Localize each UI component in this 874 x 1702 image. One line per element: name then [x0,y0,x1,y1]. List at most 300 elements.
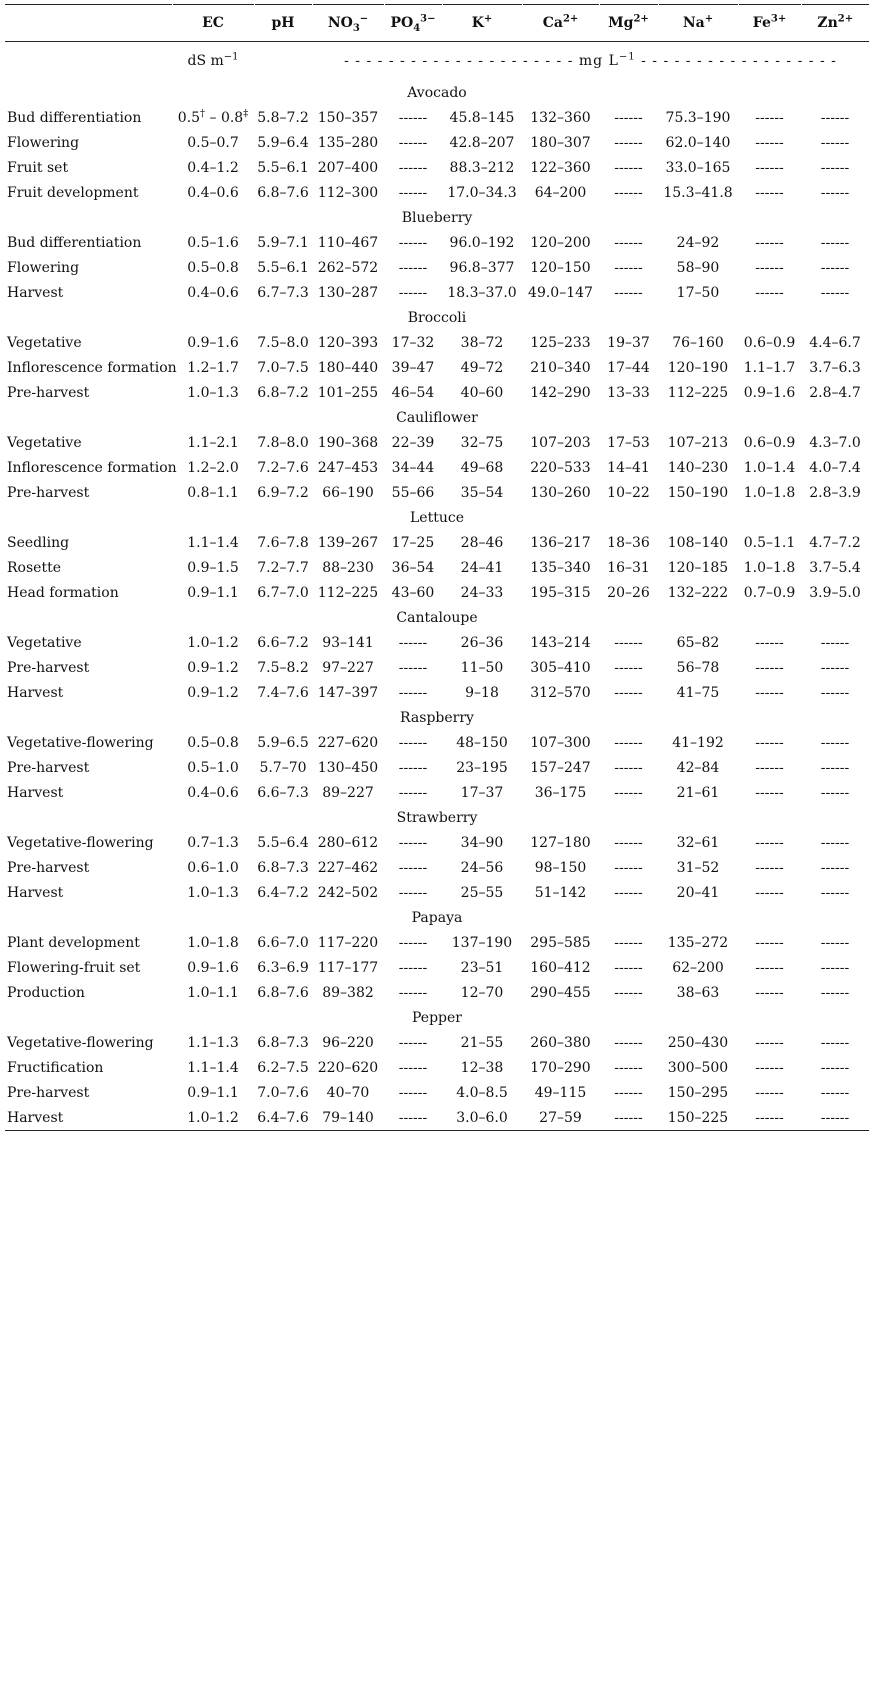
cell-na: 120–190 [667,359,729,376]
cell-ca: 64–200 [534,184,587,201]
cell-ca: 125–233 [530,334,591,351]
table-row [5,430,869,455]
cell-po4: ------ [398,734,428,751]
header-k: K+ [442,5,522,42]
cell-no3: 117–220 [317,934,379,951]
cell-ec: 1.0–1.2 [172,1105,254,1131]
cell-k: 17–37 [460,784,504,801]
cell-no3: 101–255 [317,384,379,401]
cell-na: 75.3–190 [665,109,731,126]
cell-mg: ------ [614,284,643,301]
table-row [5,155,869,180]
cell-na: 33.0–165 [665,159,731,176]
cell-po4: ------ [398,684,428,701]
cell-na: 38–63 [676,984,720,1001]
cell-fe: 0.5–1.1 [743,534,796,551]
table-row [5,530,869,555]
cell-fe: ------ [755,884,784,901]
cell-k: 88.3–212 [449,159,515,176]
cell-mg: 16–31 [607,559,650,576]
table-row [5,180,869,205]
cell-no3: 242–502 [317,884,379,901]
cell-no3: 135–280 [317,134,379,151]
cell-ec: 1.0–1.3 [187,884,239,901]
cell-fe: 1.1–1.7 [743,359,796,376]
cell-mg: ------ [614,984,643,1001]
cell-ec: 0.8–1.1 [187,484,239,501]
cell-no3: 147–397 [317,684,379,701]
cell-ca: 160–412 [530,959,591,976]
cell-stage: Rosette [7,559,61,576]
table-body [5,80,869,1131]
cell-po4: ------ [398,1034,428,1051]
cell-stage: Pre-harvest [7,659,90,676]
table-row [5,330,869,355]
units-row [5,42,869,81]
cell-ec [172,105,254,130]
cell-po4: ------ [398,109,428,126]
cell-na: 140–230 [667,459,729,476]
cell-fe: ------ [755,959,784,976]
cell-zn: ------ [820,684,850,701]
cell-no3: 97–227 [322,659,374,676]
cell-ph: 6.8–7.3 [257,1034,309,1051]
cell-fe: ------ [738,1105,801,1131]
cell-ec: 0.9–1.2 [187,659,239,676]
cell-zn: ------ [820,159,850,176]
ec-value-part: † [200,107,206,119]
cell-stage: Production [7,984,85,1001]
cell-ec: 1.0–1.8 [187,934,239,951]
cell-na: 62.0–140 [665,134,731,151]
table-row [5,830,869,855]
cell-ca: 127–180 [530,834,591,851]
cell-k: 24–41 [460,559,504,576]
cell-stage: Flowering-fruit set [7,959,141,976]
table-row [5,230,869,255]
cell-stage: Inflorescence formation [7,359,177,376]
cell-ph: 6.4–7.2 [257,884,309,901]
cell-po4: 36–54 [391,559,435,576]
table-row [5,455,869,480]
cell-ca: 170–290 [530,1059,591,1076]
cell-ca: 51–142 [534,884,587,901]
cell-ca: 210–340 [530,359,591,376]
cell-fe: ------ [755,184,784,201]
cell-ec: 0.4–0.6 [187,284,239,301]
cell-ca: 135–340 [530,559,591,576]
cell-k: 11–50 [460,659,504,676]
cell-ec: 1.0–1.2 [187,634,239,651]
table-row [5,280,869,305]
cell-po4: ------ [398,159,428,176]
cell-ec: 0.6–1.0 [187,859,239,876]
table-row [5,930,869,955]
cell-na: 112–225 [667,384,729,401]
cell-ph: 6.9–7.2 [257,484,309,501]
cell-mg: 17–53 [607,434,650,451]
cell-k: 23–195 [456,759,508,776]
cell-zn: ------ [820,134,850,151]
cell-k: 21–55 [460,1034,504,1051]
cell-na: 150–295 [667,1084,729,1101]
cell-no3: 117–177 [317,959,379,976]
cell-no3: 130–287 [317,284,379,301]
cell-stage: Harvest [5,1105,172,1131]
cell-ph: 5.5–6.1 [257,159,309,176]
cell-na: 41–192 [672,734,724,751]
crop-name: Pepper [412,1009,462,1026]
cell-fe: ------ [755,759,784,776]
cell-no3: 227–620 [317,734,379,751]
cell-na: 24–92 [676,234,720,251]
cell-k: 12–38 [460,1059,504,1076]
cell-stage: Bud differentiation [7,109,142,126]
header-ph: pH [254,5,312,42]
cell-no3: 280–612 [317,834,379,851]
cell-po4: ------ [398,659,428,676]
cell-zn: ------ [820,659,850,676]
cell-no3: 130–450 [317,759,379,776]
cell-zn: ------ [820,884,850,901]
cell-stage: Vegetative-flowering [7,834,154,851]
cell-ec: 0.5–1.6 [187,234,239,251]
cell-stage: Harvest [7,784,64,801]
cell-po4: ------ [398,984,428,1001]
cell-ph: 7.2–7.7 [257,559,309,576]
cell-na: 300–500 [667,1059,729,1076]
cell-ca: 107–300 [530,734,591,751]
ec-value-part: 0.5 [177,109,201,126]
table-row [5,1055,869,1080]
cell-mg: ------ [614,759,643,776]
cell-no3: 207–400 [317,159,379,176]
crop-name: Papaya [411,909,463,926]
cell-ca: 312–570 [530,684,591,701]
cell-stage: Harvest [7,684,64,701]
cell-no3: 89–227 [322,784,374,801]
cell-mg: ------ [614,159,643,176]
units-stage-blank [5,42,172,81]
table-row [5,630,869,655]
cell-zn: 3.9–5.0 [809,584,861,601]
cell-zn: 2.8–3.9 [809,484,861,501]
cell-fe: 1.0–1.8 [743,559,796,576]
cell-ca: 36–175 [534,784,587,801]
cell-no3: 88–230 [322,559,374,576]
header-mg: $Mg^{2+}$ [599,5,658,42]
cell-na: 76–160 [672,334,724,351]
cell-po4: 22–39 [391,434,435,451]
cell-na: 150–190 [667,484,729,501]
cell-k: 24–56 [460,859,504,876]
cell-ec: 0.7–1.3 [187,834,239,851]
cell-ph: 6.8–7.6 [257,984,309,1001]
cell-fe: ------ [755,259,784,276]
cell-fe: ------ [755,984,784,1001]
cell-ph: 7.6–7.8 [257,534,309,551]
cell-no3: 66–190 [322,484,374,501]
cell-po4: 17–25 [391,534,435,551]
table-row [5,730,869,755]
ec-value-part: ‡ [243,107,249,119]
cell-mg: ------ [614,109,643,126]
table-row [5,1080,869,1105]
cell-stage: Harvest [7,284,64,301]
cell-ec: 1.1–1.3 [187,1034,239,1051]
cell-na: 62–200 [672,959,724,976]
table-row [5,855,869,880]
cell-fe: ------ [755,1059,784,1076]
cell-k: 42.8–207 [449,134,515,151]
table-row [5,755,869,780]
cell-ec: 0.9–1.6 [187,334,239,351]
table-row [5,680,869,705]
crop-group-row [5,605,869,630]
cell-mg: ------ [614,684,643,701]
cell-zn: ------ [820,234,850,251]
cell-fe: ------ [755,284,784,301]
crop-group-row [5,1005,869,1030]
cell-ca: 220–533 [530,459,591,476]
table-row [5,380,869,405]
cell-stage: Vegetative-flowering [7,734,154,751]
cell-po4: ------ [398,834,428,851]
cell-mg: 14–41 [607,459,650,476]
cell-k: 38–72 [460,334,504,351]
cell-k: 24–33 [460,584,504,601]
cell-zn: 4.7–7.2 [809,534,861,551]
cell-po4: ------ [398,959,428,976]
cell-no3: 120–393 [317,334,379,351]
cell-stage: Plant development [7,934,140,951]
table-row [5,980,869,1005]
cell-ec: 0.5–0.8 [187,734,239,751]
cell-fe: ------ [755,934,784,951]
cell-stage: Bud differentiation [7,234,142,251]
cell-na: 135–272 [667,934,729,951]
table-row [5,355,869,380]
cell-mg: ------ [614,259,643,276]
cell-zn: ------ [820,1059,850,1076]
cell-mg: ------ [614,784,643,801]
crop-group-row [5,905,869,930]
crop-group-row [5,305,869,330]
cell-po4: 46–54 [391,384,435,401]
crop-name: Avocado [407,84,467,101]
table-row [5,580,869,605]
cell-ph: 6.7–7.3 [257,284,309,301]
cell-na: 15.3–41.8 [663,184,733,201]
cell-ph: 5.5–6.1 [257,259,309,276]
header-ca: $Ca^{2+}$ [522,5,599,42]
cell-mg: ------ [614,234,643,251]
header-ec: EC [172,5,254,42]
cell-ca: 27–59 [522,1105,599,1131]
cell-k: 3.0–6.0 [442,1105,522,1131]
cell-no3: 96–220 [322,1034,374,1051]
cell-k: 96.8–377 [449,259,515,276]
cell-zn: ------ [820,934,850,951]
cell-po4: ------ [398,784,428,801]
cell-k: 18.3–37.0 [447,284,517,301]
cell-ec: 1.1–2.1 [187,434,239,451]
cell-mg: 10–22 [607,484,650,501]
cell-ec: 1.0–1.1 [187,984,239,1001]
cell-no3: 112–300 [317,184,379,201]
cell-no3: 247–453 [317,459,379,476]
header-na: Na+ [658,5,738,42]
crop-name: Raspberry [400,709,474,726]
cell-ph: 5.5–6.4 [257,834,309,851]
crop-name: Broccoli [407,309,467,326]
cell-k: 12–70 [460,984,504,1001]
crop-name: Lettuce [410,509,464,526]
crop-group-row [5,80,869,105]
cell-na: 65–82 [676,634,720,651]
cell-na: 17–50 [676,284,720,301]
cell-zn: ------ [820,634,850,651]
cell-na: 20–41 [676,884,720,901]
cell-ph: 6.6–7.2 [257,634,309,651]
header-stage [5,5,172,42]
cell-k: 4.0–8.5 [456,1084,508,1101]
cell-mg: ------ [599,1105,658,1131]
cell-k: 49–72 [460,359,504,376]
header-no3: $NO_3^-$ [312,5,384,42]
cell-k: 49–68 [460,459,504,476]
cell-ec: 0.4–1.2 [187,159,239,176]
cell-zn: ------ [820,734,850,751]
cell-ca: 143–214 [530,634,591,651]
cell-stage: Fruit set [7,159,69,176]
cell-fe: 0.6–0.9 [743,334,796,351]
cell-ph: 6.8–7.3 [257,859,309,876]
cell-fe: ------ [755,1084,784,1101]
cell-mg: ------ [614,834,643,851]
cell-ph: 6.6–7.3 [257,784,309,801]
cell-fe: ------ [755,784,784,801]
cell-po4: 17–32 [391,334,435,351]
cell-po4: ------ [398,259,428,276]
cell-no3: 190–368 [317,434,379,451]
cell-po4: ------ [398,934,428,951]
cell-po4: 43–60 [391,584,435,601]
cell-po4: 39–47 [391,359,435,376]
table-row [5,655,869,680]
cell-po4: ------ [398,234,428,251]
crop-group-row [5,505,869,530]
cell-fe: 0.9–1.6 [743,384,796,401]
cell-ca: 195–315 [530,584,591,601]
cell-k: 48–150 [456,734,508,751]
cell-ec: 1.1–1.4 [187,1059,239,1076]
cell-fe: ------ [755,234,784,251]
cell-zn: ------ [801,1105,869,1131]
cell-ec: 1.2–2.0 [187,459,239,476]
cell-ec: 0.9–1.5 [187,559,239,576]
cell-no3: 180–440 [317,359,379,376]
cell-ca: 290–455 [530,984,591,1001]
cell-na: 58–90 [676,259,720,276]
cell-k: 32–75 [460,434,504,451]
cell-no3: 262–572 [317,259,379,276]
cell-mg: ------ [614,1059,643,1076]
cell-k: 34–90 [460,834,504,851]
crop-group-row [5,705,869,730]
cell-k: 35–54 [460,484,504,501]
ec-value-part: – 0.8 [205,109,244,126]
cell-na: 42–84 [676,759,720,776]
cell-po4: 55–66 [391,484,435,501]
cell-zn: 4.4–6.7 [809,334,861,351]
cell-ph: 7.0–7.5 [257,359,309,376]
cell-stage: Pre-harvest [7,484,90,501]
cell-stage: Harvest [7,884,64,901]
cell-no3: 40–70 [326,1084,370,1101]
cell-k: 9–18 [465,684,499,701]
cell-zn: 3.7–5.4 [809,559,861,576]
cell-zn: 3.7–6.3 [809,359,861,376]
cell-po4: ------ [398,759,428,776]
cell-ph: 6.4–7.6 [254,1105,312,1131]
cell-zn: ------ [820,834,850,851]
cell-ph: 5.9–6.4 [257,134,309,151]
cell-mg: ------ [614,659,643,676]
cell-k: 45.8–145 [449,109,515,126]
cell-ec: 1.1–1.4 [187,534,239,551]
cell-ca: 157–247 [530,759,591,776]
cell-na: 56–78 [676,659,720,676]
cell-k: 28–46 [460,534,504,551]
cell-zn: ------ [820,284,850,301]
cell-na: 21–61 [676,784,720,801]
cell-ca: 98–150 [534,859,587,876]
cell-ca: 132–360 [530,109,591,126]
cell-k: 40–60 [460,384,504,401]
header-fe: $Fe^{3+}$ [738,5,801,42]
cell-po4: ------ [384,1105,442,1131]
crop-name: Strawberry [396,809,478,826]
cell-fe: ------ [755,834,784,851]
cell-k: 26–36 [460,634,504,651]
nutrient-table [5,4,869,1131]
cell-zn: ------ [820,759,850,776]
table-row [5,1030,869,1055]
crop-group-row [5,405,869,430]
cell-na: 150–225 [658,1105,738,1131]
cell-fe: ------ [755,734,784,751]
cell-ph: 5.7–70 [259,759,307,776]
cell-ca: 260–380 [530,1034,591,1051]
cell-ph: 5.8–7.2 [257,109,309,126]
table-row [5,105,869,130]
cell-po4: ------ [398,184,428,201]
cell-fe: ------ [755,109,784,126]
table-row [5,555,869,580]
cell-mg: ------ [614,1084,643,1101]
cell-stage: Vegetative [7,634,82,651]
cell-ec: 0.5–1.0 [187,759,239,776]
cell-stage: Pre-harvest [7,1084,90,1101]
cell-stage: Flowering [7,134,80,151]
cell-zn: 2.8–4.7 [809,384,861,401]
cell-zn: ------ [820,259,850,276]
cell-stage: Pre-harvest [7,759,90,776]
cell-na: 132–222 [667,584,729,601]
cell-po4: ------ [398,1059,428,1076]
cell-na: 32–61 [676,834,720,851]
